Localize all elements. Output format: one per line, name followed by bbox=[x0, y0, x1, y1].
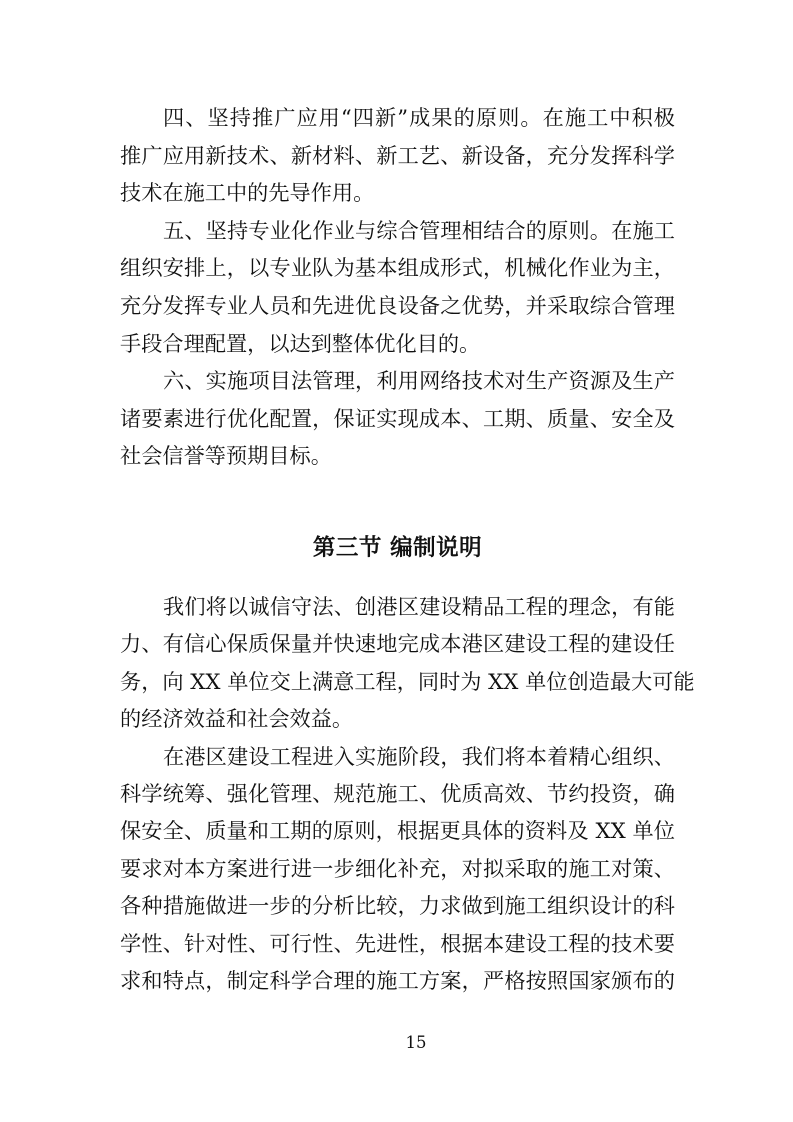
text-line: 在港区建设工程进入实施阶段，我们将本着精心组织、 bbox=[163, 743, 675, 769]
text-line: 科学统筹、强化管理、规范施工、优质高效、节约投资，确 bbox=[120, 780, 675, 806]
paragraph-principle-four bbox=[120, 99, 675, 212]
text-line: 手段合理配置，以达到整体优化目的。 bbox=[120, 330, 481, 356]
section-heading: 第三节 编制说明 bbox=[312, 535, 483, 561]
paragraph-principle-five bbox=[120, 212, 675, 362]
paragraph-principle-six bbox=[120, 362, 675, 475]
text-line: 务，向 XX 单位交上满意工程，同时为 XX 单位创造最大可能 bbox=[120, 668, 695, 694]
text-line: 求和特点，制定科学合理的施工方案，严格按照国家颁布的 bbox=[120, 967, 675, 993]
text-line: 诸要素进行优化配置，保证实现成本、工期、质量、安全及 bbox=[120, 405, 675, 431]
text-line: 学性、针对性、可行性、先进性，根据本建设工程的技术要 bbox=[120, 930, 675, 956]
text-line: 力、有信心保质保量并快速地完成本港区建设工程的建设任 bbox=[120, 631, 675, 657]
text-line: 各种措施做进一步的分析比较，力求做到施工组织设计的科 bbox=[120, 893, 675, 919]
page-number: 15 bbox=[405, 1033, 427, 1052]
text-line: 技术在施工中的先导作用。 bbox=[120, 180, 375, 206]
text-line: 我们将以诚信守法、创港区建设精品工程的理念，有能 bbox=[163, 594, 675, 619]
text-line: 的经济效益和社会效益。 bbox=[120, 706, 354, 732]
text-line: 保安全、质量和工期的原则，根据更具体的资料及 XX 单位 bbox=[120, 818, 675, 844]
paragraph-commitment bbox=[120, 588, 695, 738]
text-line: 充分发挥专业人员和先进优良设备之优势，并采取综合管理 bbox=[120, 292, 675, 318]
body-text-before-heading bbox=[120, 99, 675, 475]
text-line: 六、实施项目法管理，利用网络技术对生产资源及生产 bbox=[163, 368, 675, 394]
paragraph-implementation bbox=[120, 738, 675, 1000]
body-text-after-heading bbox=[120, 588, 695, 999]
text-line: 组织安排上，以专业队为基本组成形式，机械化作业为主， bbox=[120, 255, 675, 281]
text-line: 四、坚持推广应用“四新”成果的原则。在施工中积极 bbox=[163, 105, 675, 130]
text-line: 要求对本方案进行进一步细化补充，对拟采取的施工对策、 bbox=[120, 855, 675, 881]
text-line: 社会信誉等预期目标。 bbox=[120, 443, 332, 469]
text-line: 五、坚持专业化作业与综合管理相结合的原则。在施工 bbox=[163, 217, 675, 243]
text-line: 推广应用新技术、新材料、新工艺、新设备，充分发挥科学 bbox=[120, 142, 675, 168]
